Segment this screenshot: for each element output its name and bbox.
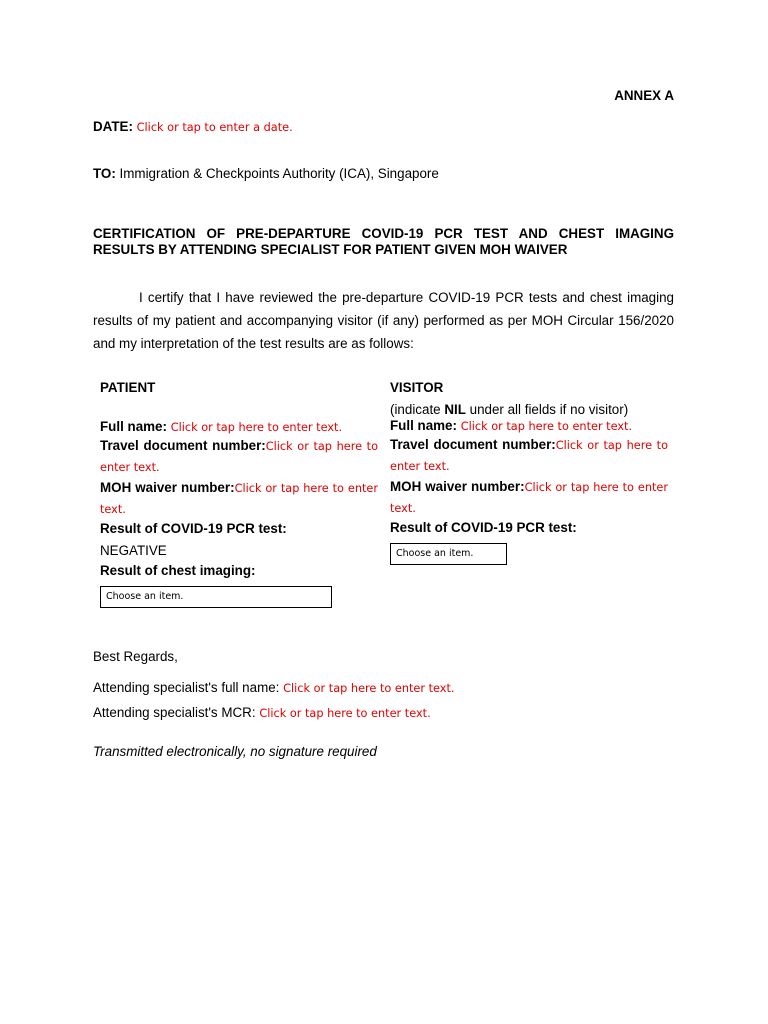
visitor-note-post: under all fields if no visitor) <box>465 402 629 417</box>
visitor-moh-waiver-label: MOH waiver number: <box>390 479 525 494</box>
specialist-mcr-label: Attending specialist's MCR: <box>93 705 256 720</box>
patient-heading: PATIENT <box>100 380 156 395</box>
recipient-value: Immigration & Checkpoints Authority (ICA), Singapore <box>119 166 439 181</box>
visitor-note-pre: (indicate <box>390 402 445 417</box>
patient-full-name-row <box>100 419 378 436</box>
patient-chest-dropdown[interactable]: Choose an item. <box>100 586 332 608</box>
specialist-mcr-line <box>93 705 431 720</box>
patient-travel-doc-row <box>100 436 378 478</box>
visitor-note-nil: NIL <box>444 402 466 417</box>
date-picker-field[interactable]: Click or tap to enter a date. <box>136 121 293 134</box>
visitor-full-name-row <box>390 418 668 435</box>
specialist-name-field[interactable]: Click or tap here to enter text. <box>283 682 455 695</box>
patient-moh-waiver-field[interactable]: Click or tap here to enter text. <box>100 482 378 516</box>
specialist-name-label: Attending specialist's full name: <box>93 680 280 695</box>
intro-paragraph <box>93 286 674 355</box>
visitor-pcr-dropdown[interactable]: Choose an item. <box>390 543 507 565</box>
visitor-moh-waiver-field[interactable]: Click or tap here to enter text. <box>390 481 668 515</box>
visitor-column <box>390 380 668 565</box>
date-line <box>93 119 293 134</box>
visitor-travel-doc-row <box>390 435 668 477</box>
patient-full-name-label: Full name: <box>100 419 167 434</box>
transmitted-note: Transmitted electronically, no signature required <box>93 744 377 759</box>
intro-text: I certify that I have reviewed the pre-departure COVID-19 PCR tests and chest imaging results of my patient and accompanying visitor (if any) performed as per MOH Circular 156/2020 and my interpretation of the test results are as follows: <box>93 290 674 351</box>
regards-text: Best Regards, <box>93 649 178 664</box>
specialist-mcr-field[interactable]: Click or tap here to enter text. <box>259 707 431 720</box>
visitor-full-name-label: Full name: <box>390 418 457 433</box>
visitor-moh-waiver-row <box>390 477 668 519</box>
visitor-note <box>390 402 668 418</box>
recipient-line <box>93 166 439 181</box>
annex-label: ANNEX A <box>614 88 674 103</box>
patient-travel-doc-label: Travel document number: <box>100 438 266 453</box>
patient-pcr-label: Result of COVID-19 PCR test: <box>100 521 287 536</box>
certification-title: CERTIFICATION OF PRE-DEPARTURE COVID-19 PCR TEST AND CHEST IMAGING RESULTS BY ATTENDING SPECIALIST FOR PATIENT GIVEN MOH WAIVER <box>93 226 674 257</box>
patient-chest-label: Result of chest imaging: <box>100 563 256 578</box>
visitor-travel-doc-field[interactable]: Click or tap here to enter text. <box>390 439 668 473</box>
patient-column <box>100 380 378 608</box>
visitor-travel-doc-label: Travel document number: <box>390 437 556 452</box>
specialist-name-line <box>93 680 455 695</box>
patient-full-name-field[interactable]: Click or tap here to enter text. <box>170 421 343 434</box>
patient-moh-waiver-label: MOH waiver number: <box>100 480 235 495</box>
date-label: DATE: <box>93 119 133 134</box>
patient-pcr-value: NEGATIVE <box>100 543 167 558</box>
visitor-pcr-label: Result of COVID-19 PCR test: <box>390 520 577 535</box>
visitor-full-name-field[interactable]: Click or tap here to enter text. <box>460 420 633 433</box>
visitor-heading: VISITOR <box>390 380 444 395</box>
to-label: TO: <box>93 166 116 181</box>
patient-travel-doc-field[interactable]: Click or tap here to enter text. <box>100 440 378 474</box>
patient-moh-waiver-row <box>100 478 378 520</box>
